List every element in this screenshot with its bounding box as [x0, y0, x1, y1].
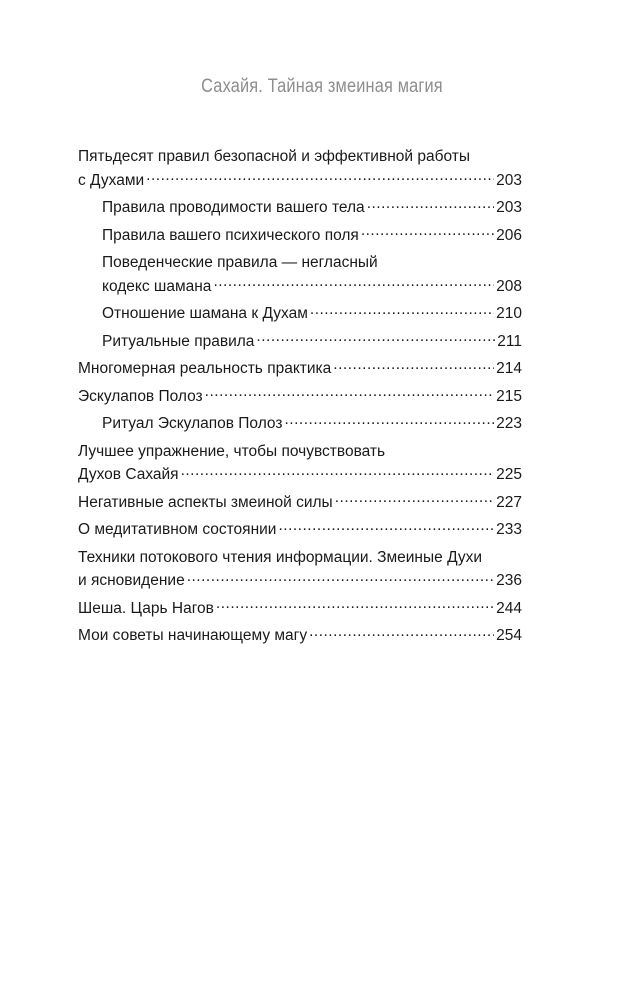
toc-entry: [78, 624, 522, 648]
toc-page-number: 254: [496, 627, 522, 644]
toc-entry-title: Духов Сахайя: [78, 466, 179, 483]
toc-entry-title: Эскулапов Полоз: [78, 387, 203, 405]
dot-leader: [278, 519, 494, 535]
toc-page-number: 206: [496, 226, 522, 244]
dot-leader: [361, 224, 494, 240]
toc-entry-title: Шеша. Царь Нагов: [78, 599, 214, 617]
toc-page-number: 203: [496, 171, 522, 189]
toc-page-number: 223: [496, 415, 522, 432]
toc-entry-title-first-line: Пятьдесят правил безопасной и эффективной работы: [78, 148, 470, 165]
dot-leader: [146, 169, 494, 185]
toc-page-number: 210: [496, 305, 522, 322]
toc-entry-title: и ясновидение: [78, 572, 185, 589]
toc-page-number: 225: [496, 466, 522, 483]
toc-page-number: 244: [496, 599, 522, 617]
toc-entry-title: Отношение шамана к Духам: [102, 305, 308, 322]
toc-entry-title-first-line: Поведенческие правила — негласный: [102, 254, 378, 271]
toc-entry-title: Негативные аспекты змеиной силы: [78, 493, 333, 511]
dot-leader: [367, 197, 494, 213]
toc-entry-title: Правила вашего психического поля: [102, 226, 359, 244]
dot-leader: [205, 385, 494, 401]
toc-entry: [78, 440, 522, 487]
dot-leader: [216, 597, 494, 613]
toc-entry: [78, 385, 522, 409]
toc-entry-title: Мои советы начинающему магу: [78, 627, 308, 644]
dot-leader: [284, 413, 494, 429]
toc-entry: [78, 597, 522, 621]
dot-leader: [187, 570, 494, 586]
dot-leader: [256, 330, 495, 346]
toc-entry-title: О медитативном состоянии: [78, 521, 277, 538]
toc-entry-title: Ритуальные правила: [102, 332, 255, 350]
dot-leader: [333, 358, 494, 374]
toc-page-number: 208: [496, 277, 522, 295]
toc-entry: [102, 302, 522, 326]
toc-entry: [78, 491, 522, 515]
table-of-contents: [78, 145, 522, 652]
toc-entry-title-first-line: Техники потокового чтения информации. Змеиные Духи: [78, 548, 483, 566]
toc-entry: [78, 518, 522, 542]
dot-leader: [181, 464, 495, 480]
running-head: Сахайя. Тайная змеиная магия: [201, 76, 443, 97]
toc-entry-title: Ритуал Эскулапов Полоз: [102, 415, 283, 432]
toc-entry-title-first-line: Лучшее упражнение, чтобы почувствовать: [78, 442, 386, 460]
toc-entry-title: с Духами: [78, 171, 145, 189]
toc-entry: [102, 251, 522, 298]
dot-leader: [335, 491, 494, 507]
toc-entry-title: Многомерная реальность практика: [78, 360, 332, 377]
toc-entry: [102, 224, 522, 248]
toc-page-number: 214: [496, 360, 522, 377]
toc-entry-title: кодекс шамана: [102, 277, 212, 295]
toc-page-number: 233: [496, 521, 522, 538]
toc-entry: [102, 196, 522, 220]
toc-entry: [102, 330, 522, 354]
dot-leader: [213, 275, 494, 291]
toc-entry: [78, 357, 522, 381]
toc-page-number: 215: [496, 387, 522, 405]
toc-page-number: 211: [497, 332, 522, 350]
toc-page-number: 203: [496, 199, 522, 216]
toc-entry-title: Правила проводимости вашего тела: [102, 199, 365, 216]
toc-page-number: 236: [496, 572, 522, 589]
toc-entry: [78, 145, 522, 192]
toc-entry: [78, 546, 522, 593]
dot-leader: [309, 625, 494, 641]
toc-page-number: 227: [496, 493, 522, 511]
toc-entry: [102, 412, 522, 436]
dot-leader: [310, 303, 494, 319]
